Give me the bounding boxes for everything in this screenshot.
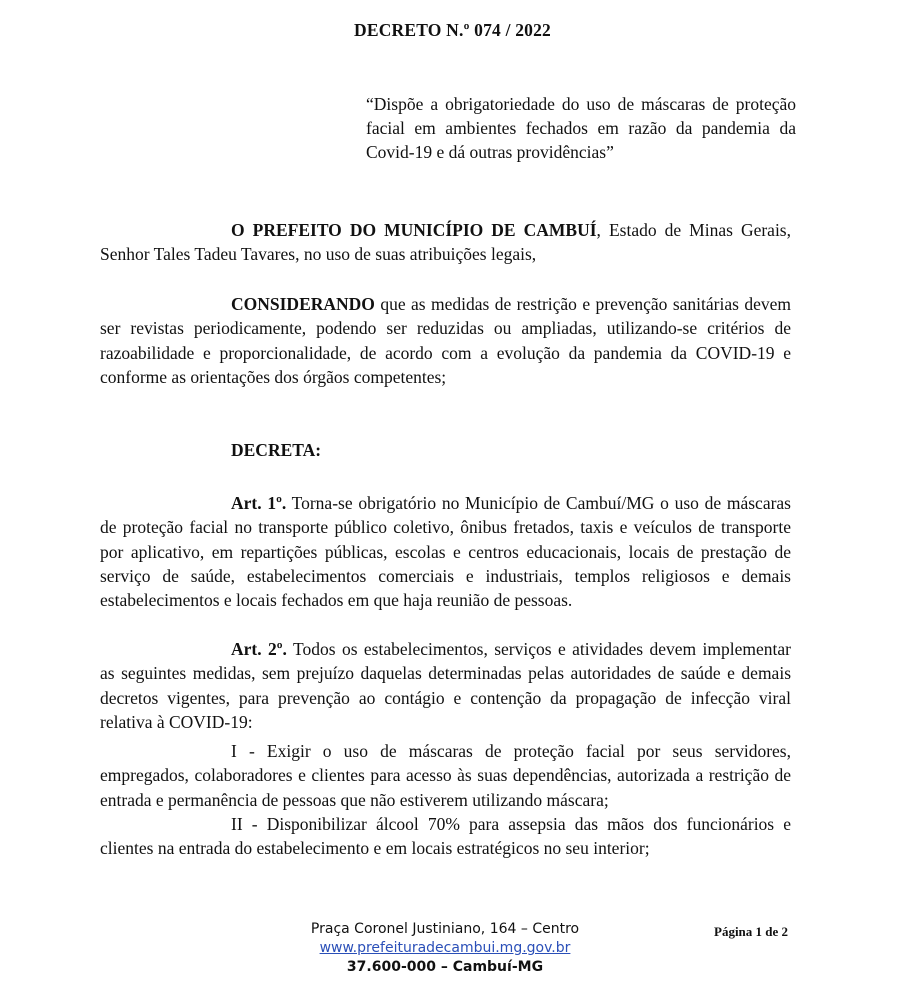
considerando-text: que as medidas de restrição e prevenção sanitárias devem ser revistas periodicamente, podendo ser reduzidas ou ampliadas, utilizando-se critérios de razoabilidade e proporcionalidade, de acordo com a evolução da pandemia da COVID-19 e conforme as orientações dos órgãos competentes; (100, 294, 791, 387)
decree-title: DECRETO N.º 074 / 2022 (353, 20, 552, 40)
considerando-paragraph (100, 292, 791, 389)
considerando-label: CONSIDERANDO (231, 294, 375, 314)
preamble-paragraph (100, 218, 791, 267)
article-1 (100, 491, 791, 612)
preamble-authority: O PREFEITO DO MUNICÍPIO DE CAMBUÍ (231, 220, 597, 240)
article-1-text: Torna-se obrigatório no Município de Cambuí/MG o uso de máscaras de proteção facial no transporte público coletivo, ônibus fretados, taxis e veículos de transporte por aplicativo, em repartições públicas, escolas e centros educacionais, locais de prestação de serviço de saúde, estabelecimentos comerciais e industriais, templos religiosos e demais estabelecimentos e locais fechados em que haja reunião de pessoas. (100, 493, 791, 611)
article-2 (100, 637, 791, 734)
footer-address: Praça Coronel Justiniano, 164 – Centro (310, 921, 580, 937)
article-1-label: Art. 1º. (231, 493, 287, 513)
article-2-item-1: I - Exigir o uso de máscaras de proteção facial por seus servidores, empregados, colaboradores e clientes para acesso às suas dependências, autorizada a restrição de entrada e permanência de pessoas que não estiverem utilizando máscara; (100, 741, 791, 810)
preamble-text: , Estado de Minas Gerais, Senhor Tales Tadeu Tavares, no uso de suas atribuições legais, (100, 220, 791, 265)
page-number: Página 1 de 2 (714, 924, 789, 939)
article-2-item-2: II - Disponibilizar álcool 70% para assepsia das mãos dos funcionários e clientes na entrada do estabelecimento e em locais estratégicos no seu interior; (100, 814, 791, 859)
decreta-heading: DECRETA: (231, 440, 322, 460)
article-2-label: Art. 2º. (231, 639, 287, 659)
footer (250, 920, 640, 977)
footer-cep: 37.600-000 – Cambuí-MG (346, 959, 544, 975)
article-2-text: Todos os estabelecimentos, serviços e atividades devem implementar as seguintes medidas, sem prejuízo daquelas determinadas pelas autoridades de saúde e demais decretos vigentes, para prevenção ao contágio e contenção da propagação de infecção viral relativa à COVID-19: (100, 639, 791, 732)
footer-website-link[interactable]: www.prefeituradecambui.mg.gov.br (319, 940, 571, 956)
ementa: “Dispõe a obrigatoriedade do uso de máscaras de proteção facial em ambientes fechados em razão da pandemia da Covid-19 e dá outras providências” (366, 94, 796, 162)
